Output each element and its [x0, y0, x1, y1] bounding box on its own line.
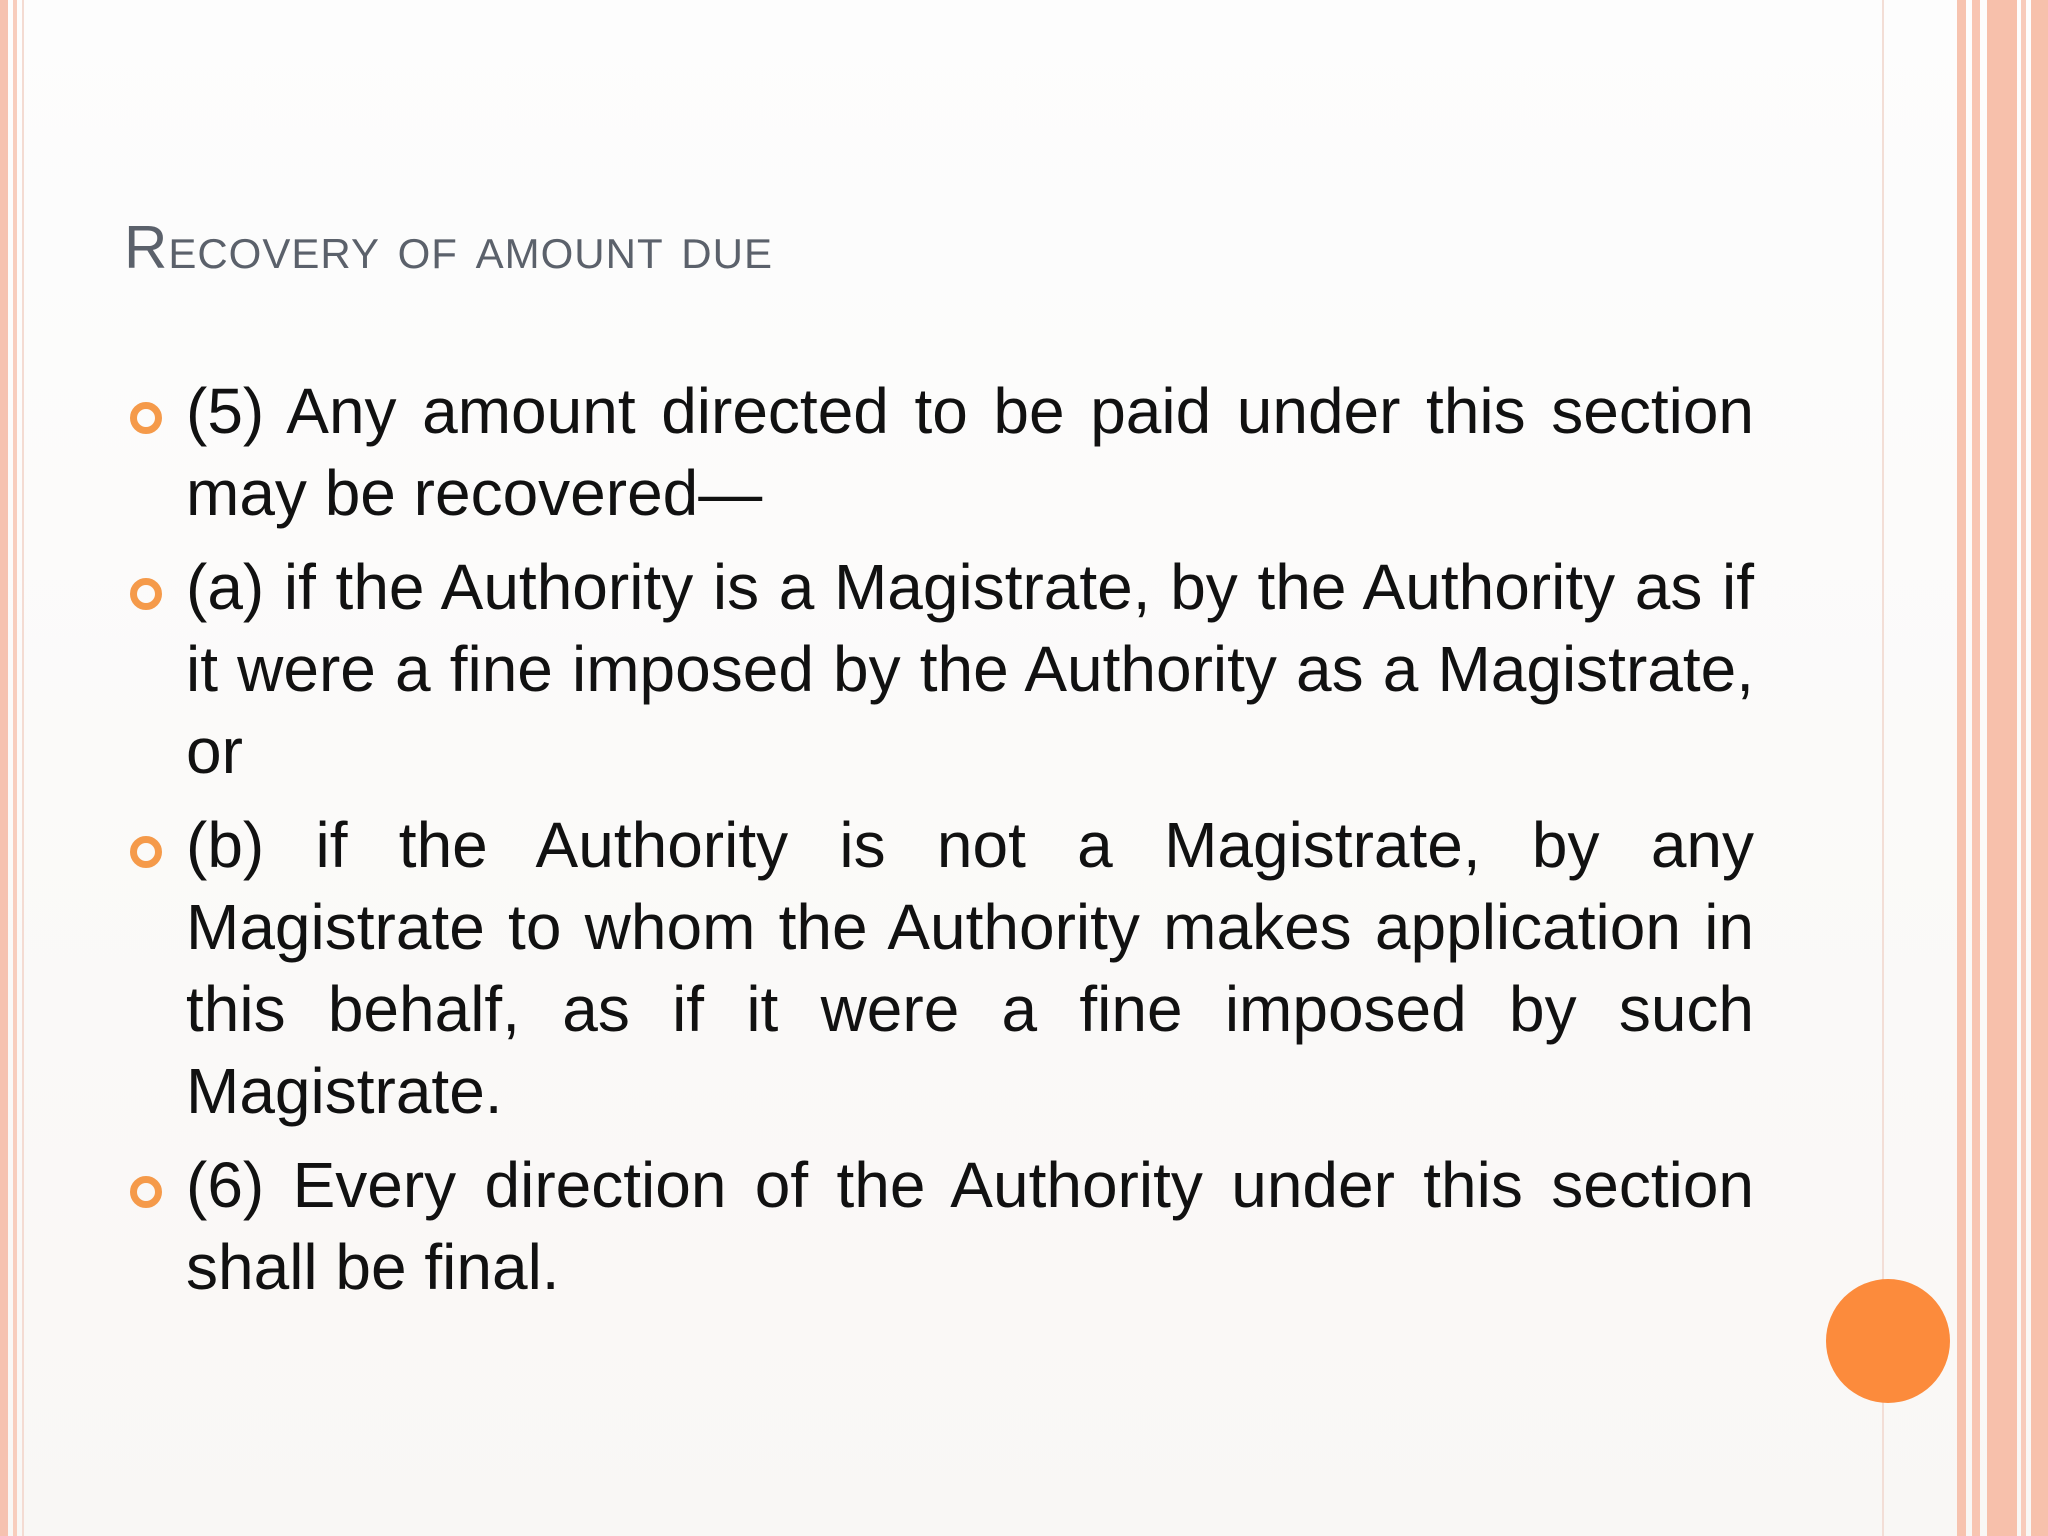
bullet-text: (6) Every direction of the Authority under this section shall be final.: [186, 1149, 1754, 1303]
right-border-stripe: [1987, 0, 2017, 1536]
right-border-stripe: [2031, 0, 2048, 1536]
bullet-list: [124, 370, 1754, 1320]
bullet-text: (a) if the Authority is a Magistrate, by the Authority as if it were a fine imposed by the Authority as a Magistrate, or: [186, 551, 1754, 787]
right-border-stripe: [1972, 0, 1980, 1536]
bullet-circle-icon: [130, 402, 162, 434]
slide-title: Recovery of amount due: [124, 214, 773, 281]
bullet-item: [124, 1144, 1754, 1308]
bullet-text: (5) Any amount directed to be paid under this section may be recovered—: [186, 375, 1754, 529]
left-border-stripe: [0, 0, 8, 1536]
bullet-circle-icon: [130, 836, 162, 868]
bullet-item: [124, 804, 1754, 1132]
bullet-text: (b) if the Authority is not a Magistrate, by any Magistrate to whom the Authority makes application in this behalf, as if it were a fine imposed by such Magistrate.: [186, 809, 1754, 1127]
bullet-circle-icon: [130, 1176, 162, 1208]
right-border-stripe: [1957, 0, 1966, 1536]
bullet-item: [124, 546, 1754, 792]
right-border-stripe: [2021, 0, 2026, 1536]
bullet-circle-icon: [130, 578, 162, 610]
left-border-stripe: [22, 0, 24, 1536]
left-border-stripe: [13, 0, 17, 1536]
bullet-item: [124, 370, 1754, 534]
accent-circle-icon: [1826, 1279, 1950, 1403]
